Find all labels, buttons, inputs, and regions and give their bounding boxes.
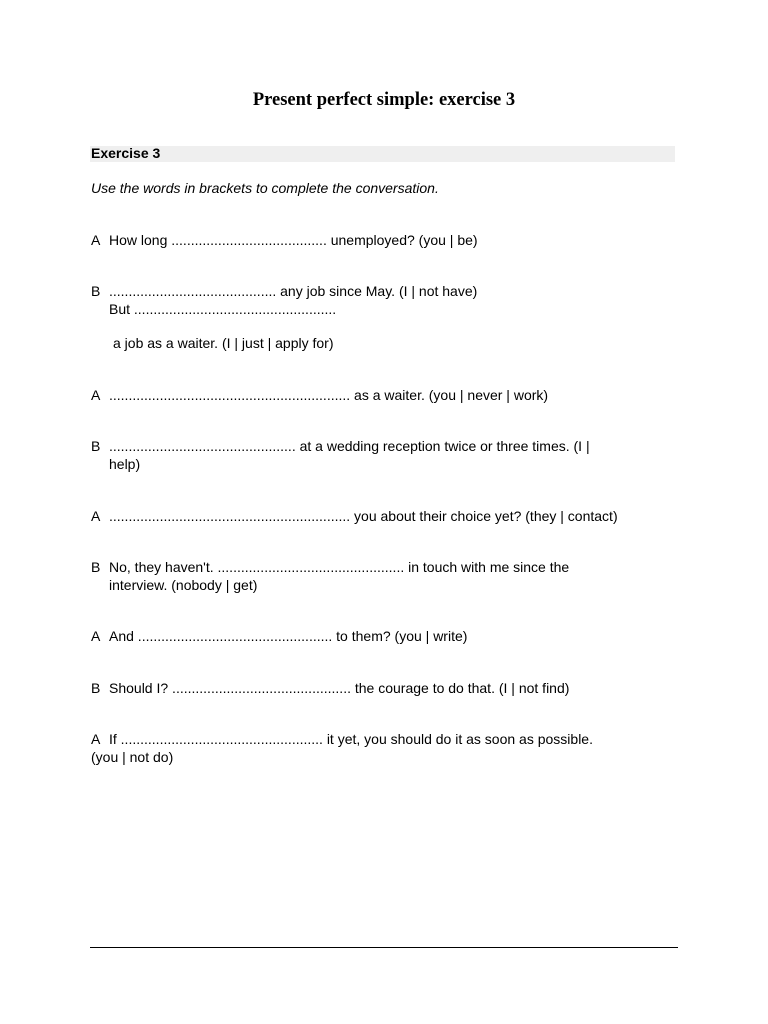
page-title: Present perfect simple: exercise 3 bbox=[252, 90, 516, 110]
instruction-text: Use the words in brackets to complete the conversation. bbox=[91, 180, 439, 196]
footer-divider bbox=[90, 947, 678, 948]
speaker-label: B bbox=[91, 680, 101, 696]
speaker-label: B bbox=[91, 559, 101, 575]
dialogue-line: .............................................................. you about their choice yet? (they | contact) bbox=[109, 508, 618, 524]
dialogue-line: help) bbox=[109, 456, 141, 472]
dialogue-line: ........................................... any job since May. (I | not have) bbox=[109, 283, 478, 299]
dialogue-line: Should I? .............................................. the courage to do that. (I | not find) bbox=[109, 680, 570, 696]
speaker-label: A bbox=[91, 508, 101, 524]
dialogue-line: interview. (nobody | get) bbox=[109, 577, 258, 593]
speaker-label: A bbox=[91, 387, 101, 403]
dialogue-line: (you | not do) bbox=[91, 749, 174, 765]
dialogue-line: No, they haven't. ................................................ in touch with me since the bbox=[109, 559, 570, 575]
exercise-header-bar bbox=[90, 146, 675, 162]
speaker-label: A bbox=[91, 628, 101, 644]
speaker-label: A bbox=[91, 731, 101, 747]
dialogue-line: How long ........................................ unemployed? (you | be) bbox=[109, 232, 478, 248]
dialogue-line: ................................................ at a wedding reception twice or three times. (I | bbox=[109, 438, 590, 454]
dialogue-line: If .................................................... it yet, you should do it as soon as possible. bbox=[109, 731, 593, 747]
dialogue-line: And .................................................. to them? (you | write) bbox=[109, 628, 468, 644]
dialogue-line: But .................................................... bbox=[109, 301, 337, 317]
dialogue-line: .............................................................. as a waiter. (you | never | work) bbox=[109, 387, 549, 403]
speaker-label: A bbox=[91, 232, 101, 248]
speaker-label: B bbox=[91, 283, 101, 299]
exercise-header-label: Exercise 3 bbox=[91, 145, 161, 161]
speaker-label: B bbox=[91, 438, 101, 454]
dialogue-line: a job as a waiter. (I | just | apply for) bbox=[113, 335, 334, 351]
